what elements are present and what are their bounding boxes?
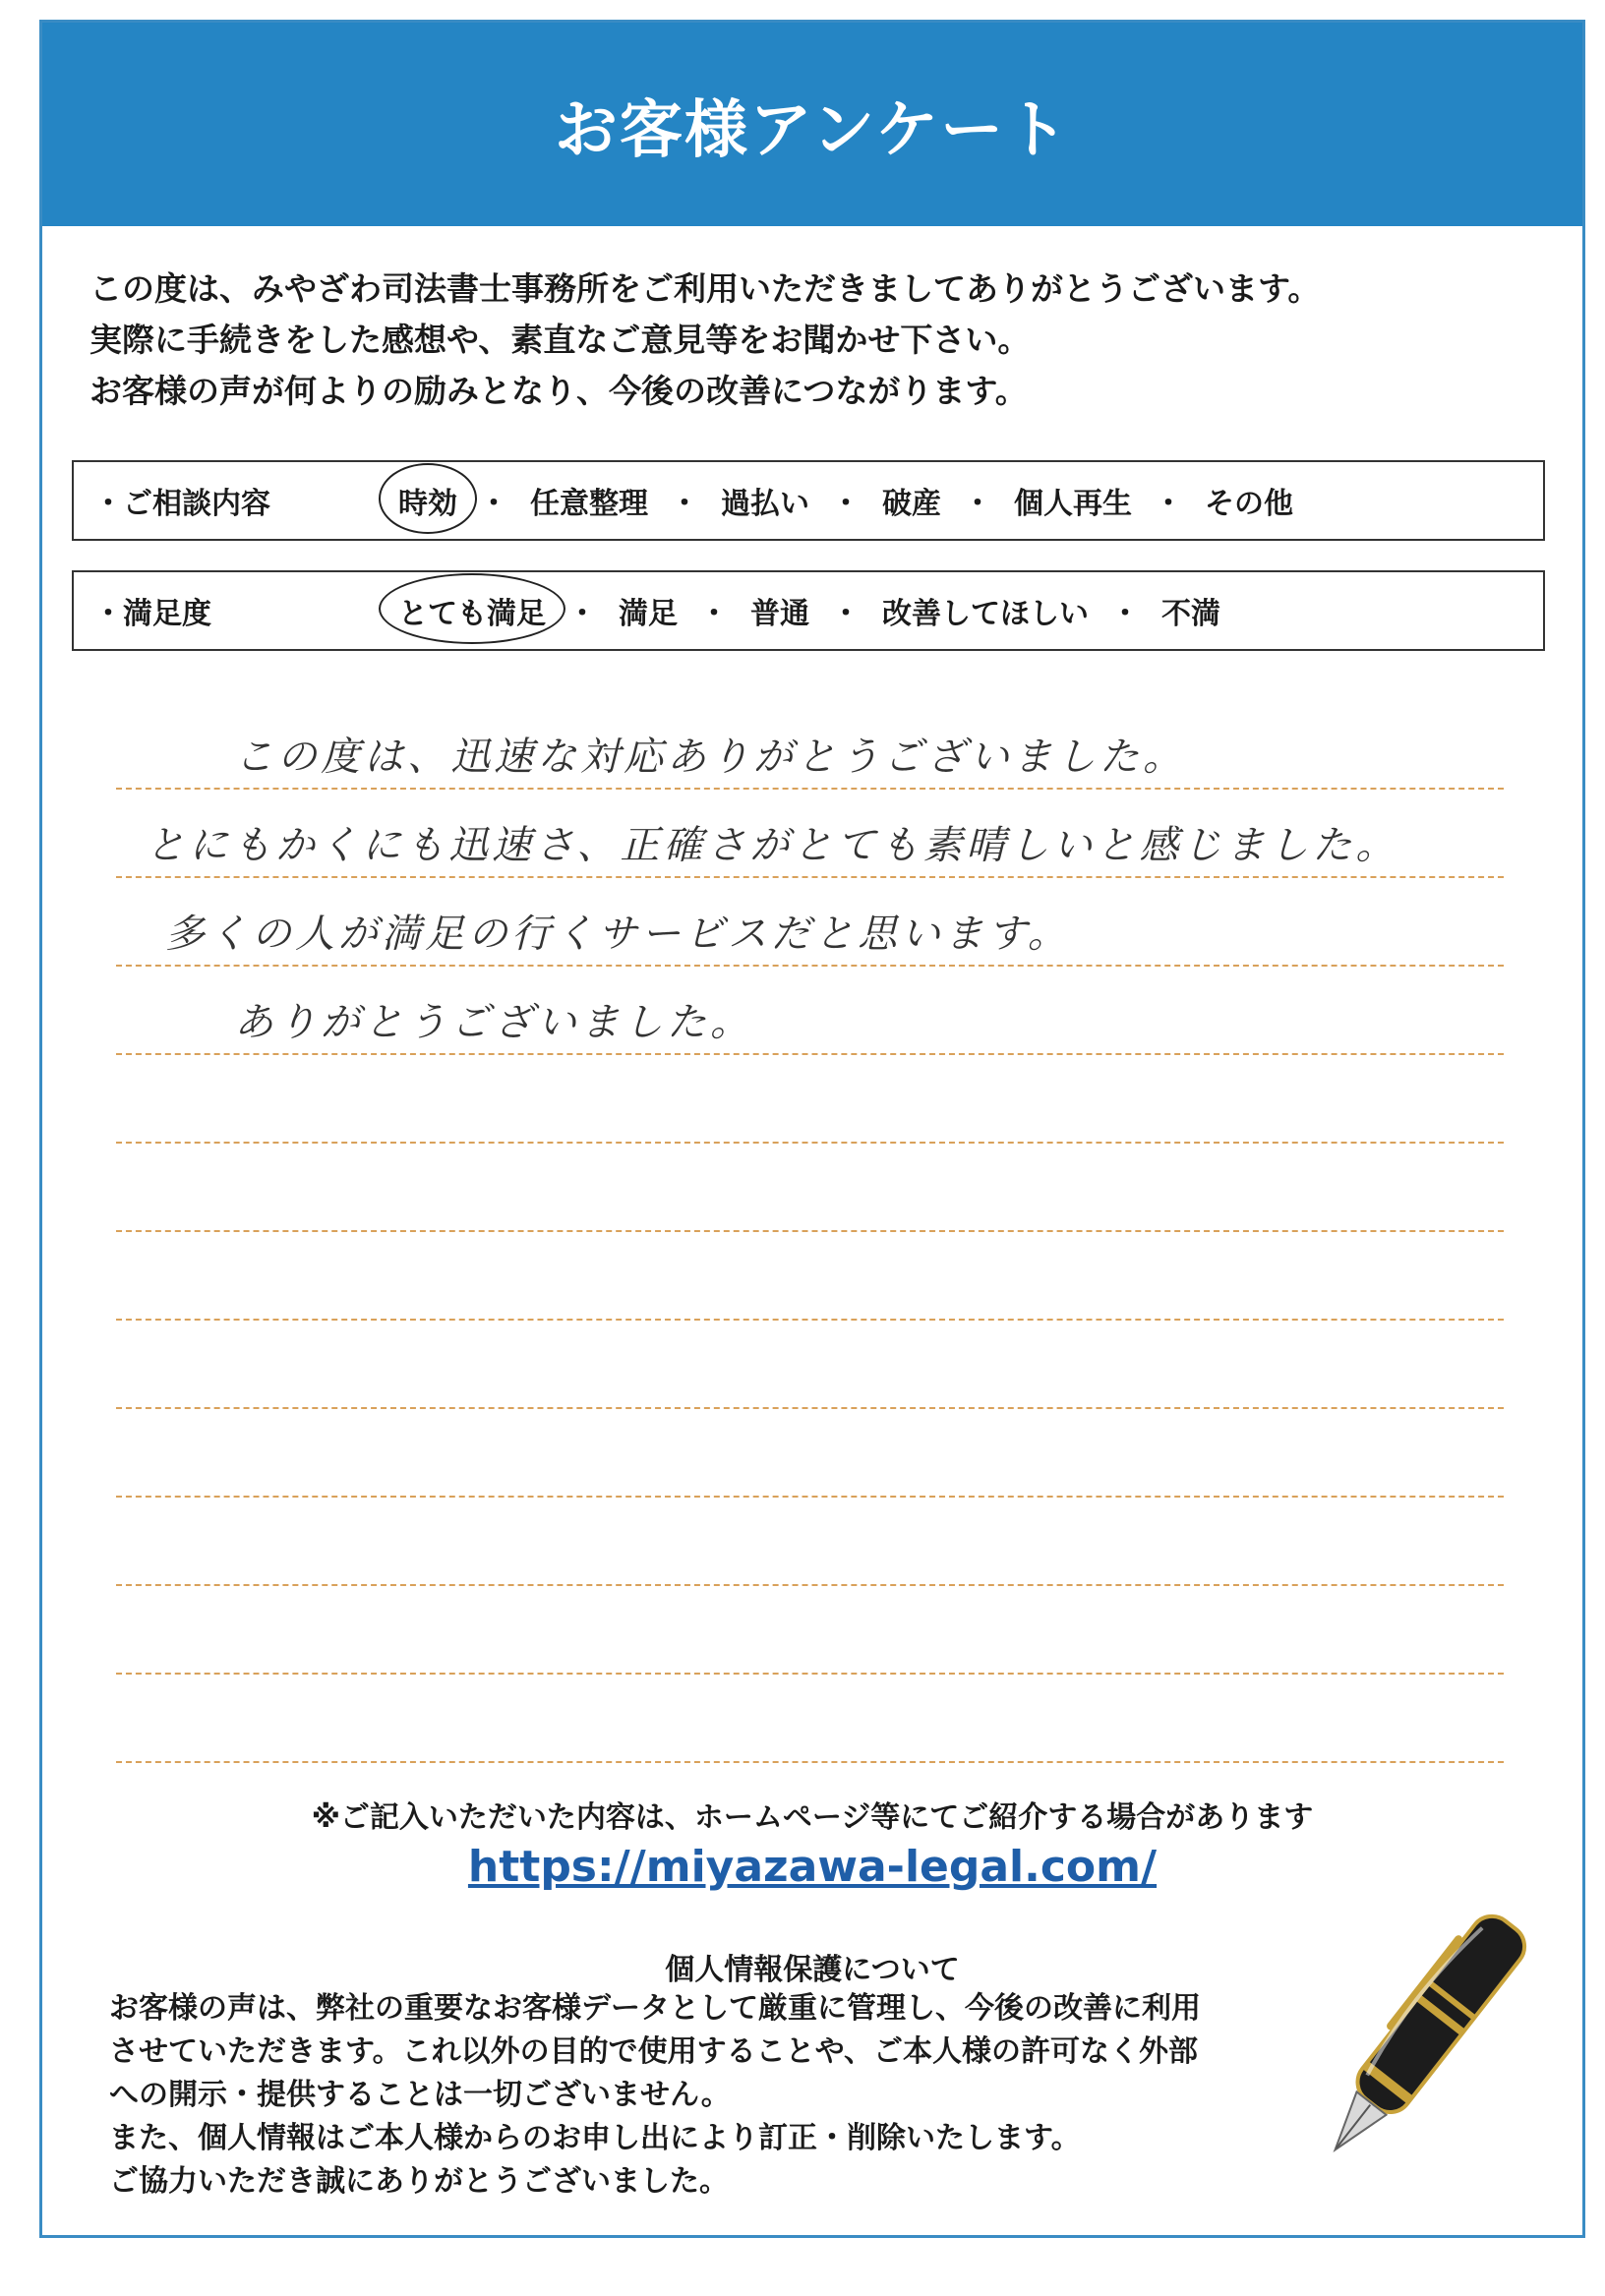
separator: ・ [1110, 597, 1140, 631]
comment-line [116, 1321, 1504, 1409]
privacy-line: また、個人情報はご本人様からのお申し出により訂正・削除いたします。 [109, 2121, 1081, 2155]
satisfaction-option[interactable]: 普通 [750, 597, 809, 631]
handwritten-comment: 多くの人が満足の行くサービスだと思います。 [165, 912, 1071, 957]
handwritten-comment: この度は、迅速な対応ありがとうございました。 [234, 735, 1186, 780]
comment-line [116, 1144, 1504, 1232]
intro-line: お客様の声が何よりの励みとなり、今後の改善につながります。 [89, 372, 1028, 410]
satisfaction-label: ・満足度 [93, 597, 211, 631]
consultation-option-selected[interactable]: 時効 [398, 479, 457, 522]
handwritten-comment: とにもかくにも迅速さ、正確さがとても素晴しいと感じました。 [146, 823, 1399, 868]
privacy-title: 個人情報保護について [665, 1953, 960, 1987]
website-link[interactable]: https://miyazawa-legal.com/ [467, 1842, 1158, 1892]
satisfaction-option-selected[interactable]: とても満足 [398, 589, 546, 632]
separator: ・ [831, 597, 861, 631]
intro-line: 実際に手続きをした感想や、素直なご意見等をお聞かせ下さい。 [89, 321, 1031, 359]
comment-line [116, 1232, 1504, 1321]
satisfaction-box [72, 570, 1545, 651]
separator: ・ [670, 487, 699, 521]
comment-line [116, 967, 1504, 1055]
consultation-option[interactable]: 過払い [721, 487, 809, 521]
separator: ・ [567, 597, 597, 631]
handwritten-comment: ありがとうございました。 [234, 1000, 753, 1045]
separator: ・ [1154, 487, 1183, 521]
privacy-line: ご協力いただき誠にありがとうございました。 [109, 2164, 729, 2199]
consultation-options [398, 479, 1293, 522]
separator: ・ [479, 487, 508, 521]
satisfaction-option[interactable]: 不満 [1161, 597, 1220, 631]
comment-line [116, 790, 1504, 878]
comment-line [116, 1409, 1504, 1498]
comment-line [116, 1498, 1504, 1586]
satisfaction-option[interactable]: 改善してほしい [882, 597, 1089, 631]
publication-notice: ※ご記入いただいた内容は、ホームページ等にてご紹介する場合があります [311, 1800, 1314, 1835]
intro-text [89, 264, 1543, 417]
header-banner [42, 23, 1582, 226]
privacy-line: お客様の声は、弊社の重要なお客様データとして厳重に管理し、今後の改善に利用 [109, 1991, 1201, 2026]
comment-area[interactable] [116, 701, 1504, 1763]
separator: ・ [699, 597, 729, 631]
privacy-line: への開示・提供することは一切ございません。 [109, 2078, 731, 2112]
comment-line [116, 878, 1504, 967]
privacy-line: させていただきます。これ以外の目的で使用することや、ご本人様の許可なく外部 [109, 2034, 1198, 2069]
fountain-pen-icon [1291, 1852, 1586, 2186]
comment-line [116, 1055, 1504, 1144]
satisfaction-option[interactable]: 満足 [619, 597, 678, 631]
separator: ・ [963, 487, 992, 521]
consultation-label: ・ご相談内容 [93, 487, 270, 521]
separator: ・ [831, 487, 861, 521]
satisfaction-options [398, 589, 1220, 632]
comment-line [116, 1675, 1504, 1763]
intro-line: この度は、みやざわ司法書士事務所をご利用いただきましてありがとうございます。 [89, 269, 1321, 308]
survey-sheet [39, 20, 1585, 2238]
consultation-option[interactable]: その他 [1205, 487, 1293, 521]
consultation-option[interactable]: 任意整理 [530, 487, 648, 521]
consultation-option[interactable]: 破産 [882, 487, 941, 521]
comment-line [116, 1586, 1504, 1675]
page-title: お客様アンケート [554, 93, 1071, 167]
privacy-text [109, 1987, 1368, 2204]
consultation-box [72, 460, 1545, 541]
consultation-option[interactable]: 個人再生 [1014, 487, 1132, 521]
comment-line [116, 701, 1504, 790]
